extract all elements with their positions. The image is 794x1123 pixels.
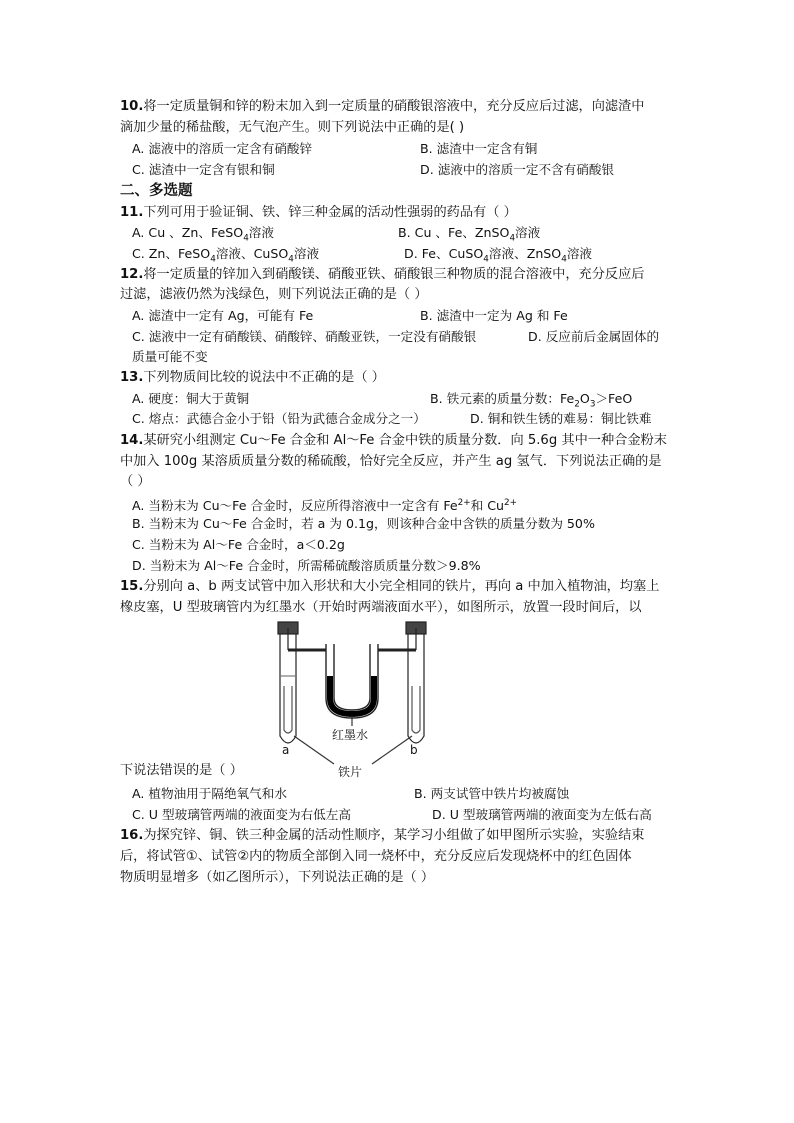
section-heading-multiple-choice: 二、多选题 [120,183,193,199]
q13-option-b: B. 铁元素的质量分数：$Fe_2O_3>FeO$ [430,391,633,410]
q12-option-d-continued: 质量可能不变 [132,349,208,364]
q10-stem-line2: 滴加少量的稀盐酸，无气泡产生。则下列说法中正确的是( ) [120,120,465,135]
q12-stem-line2: 过滤，滤液仍然为浅绿色，则下列说法正确的是（ ） [120,287,428,302]
q15-option-c: C. U 型玻璃管两端的液面变为右低左高 [132,807,351,822]
q13-option-a: A. 硬度：铜大于黄铜 [132,391,250,406]
q16-stem-line1: 16.为探究锌、铜、铁三种金属的活动性顺序，某学习小组做了如甲图所示实验，实验结束 [120,828,645,843]
q14-stem-line3: （ ） [120,474,151,489]
q14-stem-line2: 中加入 100g 某溶质质量分数的稀硫酸，恰好完全反应，并产生 ag 氢气．下列说法正确的是 [120,454,662,469]
q15-stem-line3: 下说法错误的是（ ） [120,763,243,778]
iron-pointer-a [294,736,334,764]
q15-option-d: D. U 型玻璃管两端的液面变为左低右高 [432,807,652,822]
label-tube-b: b [410,743,418,757]
q15-option-a: A. 植物油用于隔绝氧气和水 [132,786,287,801]
q13-stem: 13.下列物质间比较的说法中不正确的是（ ） [120,370,385,385]
label-iron-strip: 铁片 [338,765,363,779]
q12-option-a: A. 滤渣中一定有 Ag，可能有 Fe [132,308,314,323]
q14-option-a: A. 当粉末为 Cu～Fe 合金时，反应所得溶液中一定含有 $Fe^{2+}$和 $Cu^{2+}$ [132,498,518,514]
q12-option-d: D. 反应前后金属固体的 [528,329,660,344]
label-tube-a: a [282,743,290,757]
iron-strip-b [412,686,420,733]
q10-stem-line1: 10.将一定质量铜和锌的粉末加入到一定质量的硝酸银溶液中，充分反应后过滤，向滤渣中 [120,99,645,114]
iron-pointer-b [372,736,412,764]
q11-option-c: C. Zn、FeSO$_4$溶液、CuSO$_4$溶液 [132,246,320,265]
q15-stem-line2: 橡皮塞，U 型玻璃管内为红墨水（开始时两端液面水平），如图所示，放置一段时间后，以 [120,600,642,615]
q16-stem-line3: 物质明显增多（如乙图所示），下列说法正确的是（ ） [120,870,435,885]
q10-option-b: B. 滤渣中一定含有铜 [420,141,538,156]
q15-option-b: B. 两支试管中铁片均被腐蚀 [414,786,570,801]
q11-stem: 11.下列可用于验证铜、铁、锌三种金属的活动性强弱的药品有（ ） [120,205,517,220]
q14-option-d: D. 当粉末为 Al～Fe 合金时，所需稀硫酸溶质质量分数＞9.8% [132,558,481,573]
u-tube-inner [334,644,370,710]
iron-strip-a [284,686,292,733]
q10-option-c: C. 滤渣中一定含有银和铜 [132,162,275,177]
q11-option-a: A. Cu 、Zn、FeSO$_4$溶液 [132,225,274,244]
q13-option-d: D. 铜和铁生锈的难易：铜比铁难 [470,411,652,426]
q15-stem-line1: 15.分别向 a、b 两支试管中加入形状和大小完全相同的铁片，再向 a 中加入植物油，均塞上 [120,579,660,594]
q12-stem-line1: 12.将一定质量的锌加入到硝酸镁、硝酸亚铁、硝酸银三种物质的混合溶液中，充分反应后 [120,267,645,282]
label-red-ink: 红墨水 [332,728,369,742]
q11-option-b: B. Cu 、Fe、ZnSO$_4$溶液 [398,225,541,244]
q16-stem-line2: 后，将试管①、试管②内的物质全部倒入同一烧杯中，充分反应后发现烧杯中的红色固体 [120,849,632,864]
q13-option-c: C. 熔点：武德合金小于铅（铅为武德合金成分之一） [132,411,426,426]
q11-option-d: D. Fe、CuSO$_4$溶液、ZnSO$_4$溶液 [404,246,593,265]
q10-option-a: A. 滤液中的溶质一定含有硝酸锌 [132,141,313,156]
red-ink [330,676,374,714]
q14-stem-line1: 14.某研究小组测定 Cu～Fe 合金和 Al～Fe 合金中铁的质量分数．向 5.6g 其中一种合金粉末 [120,433,667,448]
q15-experiment-figure [268,618,438,783]
q10-option-d: D. 滤液中的溶质一定不含有硝酸银 [420,162,615,177]
q12-option-b: B. 滤渣中一定为 Ag 和 Fe [420,308,568,323]
q14-option-b: B. 当粉末为 Cu～Fe 合金时，若 a 为 0.1g，则该种合金中含铁的质量分数为 50% [132,516,595,531]
q12-option-c: C. 滤液中一定有硝酸镁、硝酸锌、硝酸亚铁，一定没有硝酸银 [132,329,477,344]
q14-option-c: C. 当粉末为 Al～Fe 合金时，a＜0.2g [132,537,345,552]
